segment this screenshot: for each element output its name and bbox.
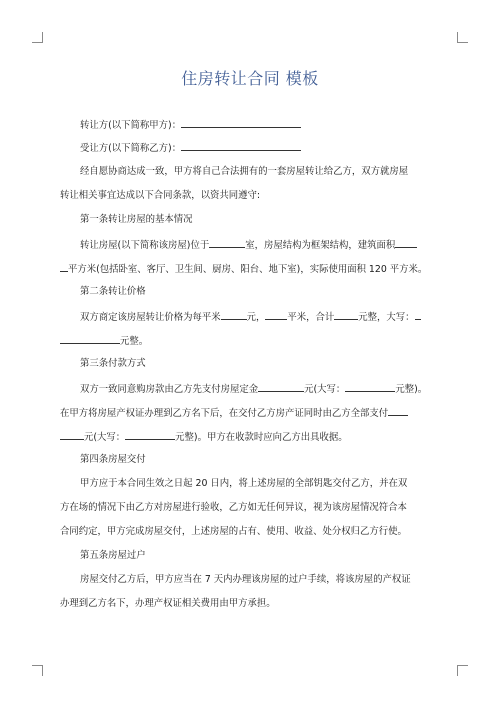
balance-blank-a xyxy=(388,406,408,416)
article-2-text-e: 元整。 xyxy=(120,336,149,347)
article-2-text-d: 元整，大写： xyxy=(358,312,415,323)
article-5-line-2: 办理到乙方名下，办理产权证相关费用由甲方承担。 xyxy=(60,598,276,609)
article-1-heading: 第一条转让房屋的基本情况 xyxy=(80,214,193,225)
seller-label: 转让方(以下简称甲方)： xyxy=(80,120,182,131)
article-2-line-1 xyxy=(80,310,421,324)
article-2-text-a: 双方商定该房屋转让价格为每平米 xyxy=(80,312,221,323)
crop-mark-bottom-left xyxy=(32,665,43,676)
deposit-blank xyxy=(258,382,304,392)
article-1-text-c: 平方米(包括卧室、客厅、卫生间、厨房、阳台、地下室)，实际使用面积 120 平方米。 xyxy=(68,264,428,275)
intro-line-2: 转让相关事宜达成以下合同条款，以资共同遵守: xyxy=(60,190,261,201)
seller-blank xyxy=(181,118,301,128)
article-4-heading: 第四条房屋交付 xyxy=(80,454,146,465)
buyer-label: 受让方(以下简称乙方)： xyxy=(80,143,182,154)
crop-mark-top-right xyxy=(457,32,468,43)
article-4-line-3: 合同约定，甲方完成房屋交付，上述房屋的占有、使用、收益、处分权归乙方行使。 xyxy=(60,526,407,537)
buyer-blank xyxy=(181,141,301,151)
article-3-line-2 xyxy=(60,406,408,420)
buyer-line xyxy=(80,141,301,155)
sqm-blank xyxy=(265,310,287,320)
deposit-uppercase-blank xyxy=(345,382,395,392)
article-2-text-b: 元， xyxy=(246,312,266,323)
article-5-line-1: 房屋交付乙方后，甲方应当在 7 天内办理该房屋的过户手续，将该房屋的产权证 xyxy=(80,574,411,585)
article-1-text-a: 转让房屋(以下简称该房屋)位于 xyxy=(80,240,210,251)
article-4-line-2: 方在场的情况下由乙方对房屋进行验收，乙方如无任何异议，视为该房屋情况符合本 xyxy=(60,502,407,513)
article-3-text-e: 元(大写： xyxy=(84,432,126,443)
article-4-line-1: 甲方应于本合同生效之日起 20 日内，将上述房屋的全部钥匙交付乙方，并在双 xyxy=(80,478,408,489)
article-3-line-3 xyxy=(60,430,348,444)
article-3-text-f: 元整)。甲方在收款时应向乙方出具收据。 xyxy=(175,432,348,443)
article-3-line-1 xyxy=(80,382,427,396)
room-blank xyxy=(209,238,245,248)
article-3-heading: 第三条付款方式 xyxy=(80,358,146,369)
article-1-line-1 xyxy=(80,238,417,252)
uppercase-blank-b xyxy=(60,334,120,344)
crop-mark-top-left xyxy=(32,32,43,43)
article-3-text-a: 双方一致同意购房款由乙方先支付房屋定金 xyxy=(80,384,259,395)
intro-line-1: 经自愿协商达成一致，甲方将自己合法拥有的一套房屋转让给乙方，双方就房屋 xyxy=(80,166,409,177)
article-5-heading: 第五条房屋过户 xyxy=(80,550,146,561)
total-blank xyxy=(334,310,358,320)
crop-mark-bottom-right xyxy=(457,665,468,676)
article-3-text-d: 在甲方将房屋产权证办理到乙方名下后，在交付乙方房产证同时由乙方全部支付 xyxy=(60,408,389,419)
article-2-heading: 第二条转让价格 xyxy=(80,286,146,297)
price-per-sqm-blank xyxy=(221,310,247,320)
article-2-text-c: 平米，合计 xyxy=(287,312,335,323)
article-1-text-b: 室，房屋结构为框架结构，建筑面积 xyxy=(245,240,396,251)
article-1-line-2 xyxy=(60,262,427,276)
document-title: 住房转让合同 模板 xyxy=(181,69,319,88)
article-2-line-2 xyxy=(60,334,148,348)
article-3-text-b: 元(大写： xyxy=(304,384,346,395)
seller-line xyxy=(80,118,301,132)
balance-blank-b xyxy=(60,430,84,440)
area-blank-a xyxy=(395,238,417,248)
area-blank-b xyxy=(60,262,68,272)
balance-uppercase-blank xyxy=(125,430,175,440)
article-3-text-c: 元整)。 xyxy=(395,384,428,395)
uppercase-blank-a xyxy=(415,310,421,320)
